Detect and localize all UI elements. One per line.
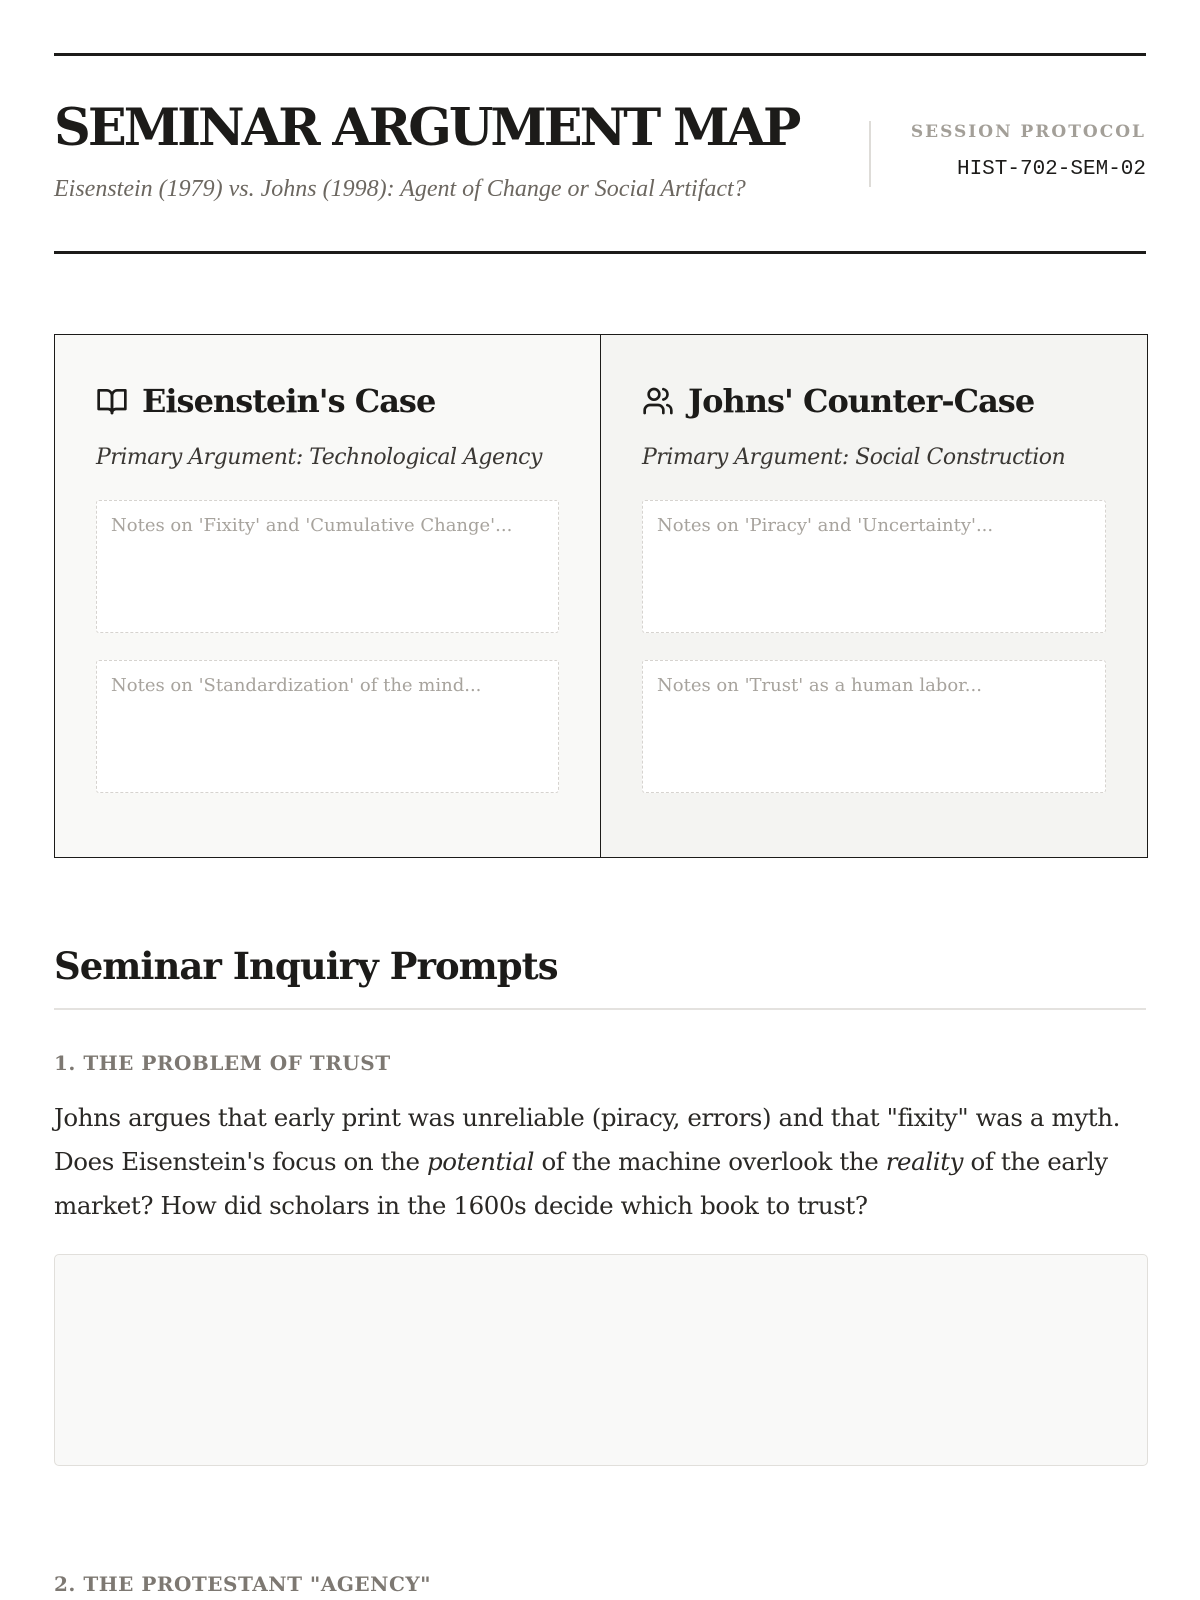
header-top-rule: [54, 53, 1146, 56]
inquiry-prompts-title: Seminar Inquiry Prompts: [54, 944, 558, 988]
eisenstein-case-heading: [96, 379, 559, 423]
notes-trust-field[interactable]: [642, 660, 1106, 793]
page-title: SEMINAR ARGUMENT MAP: [54, 98, 799, 158]
johns-case-heading: [642, 379, 1106, 423]
prompt-2-label: 2. THE PROTESTANT "AGENCY": [54, 1572, 432, 1596]
prompt-1-answer-field[interactable]: [54, 1254, 1148, 1466]
prompt-1-text-part: of the early market? How did scholars in the 1600s decide which book to trust?: [54, 1147, 1108, 1220]
prompt-1-emphasis-reality: reality: [885, 1147, 964, 1176]
prompt-1-emphasis-potential: potential: [426, 1147, 535, 1176]
prompt-1-text: [54, 1096, 1148, 1228]
johns-case-panel: [601, 335, 1147, 857]
header-bottom-rule: [54, 251, 1146, 254]
notes-piracy-field[interactable]: [642, 500, 1106, 633]
notes-standardization-field[interactable]: [96, 660, 559, 793]
prompt-1-text-part: of the machine overlook the: [534, 1147, 886, 1176]
header-divider: [869, 121, 871, 187]
prompt-1-text-part: Johns argues that early print was unreliable (piracy, errors) and that "fixity" was a myth. Does Eisenstein's focus on the: [54, 1103, 1121, 1176]
johns-primary-argument: Primary Argument: Social Construction: [642, 445, 1066, 470]
argument-columns: [54, 334, 1148, 858]
eisenstein-case-title: Eisenstein's Case: [142, 382, 436, 420]
book-open-icon: [96, 385, 128, 417]
inquiry-prompts-rule: [54, 1008, 1146, 1010]
session-protocol-label: SESSION PROTOCOL: [910, 122, 1146, 142]
eisenstein-primary-argument: Primary Argument: Technological Agency: [96, 445, 542, 470]
eisenstein-case-panel: [55, 335, 601, 857]
users-icon: [642, 385, 674, 417]
johns-case-title: Johns' Counter-Case: [688, 382, 1035, 420]
page-subtitle: Eisenstein (1979) vs. Johns (1998): Agent of Change or Social Artifact?: [54, 176, 746, 202]
session-protocol-code: HIST-702-SEM-02: [956, 158, 1146, 181]
notes-fixity-field[interactable]: [96, 500, 559, 633]
prompt-1-label: 1. THE PROBLEM OF TRUST: [54, 1051, 391, 1075]
